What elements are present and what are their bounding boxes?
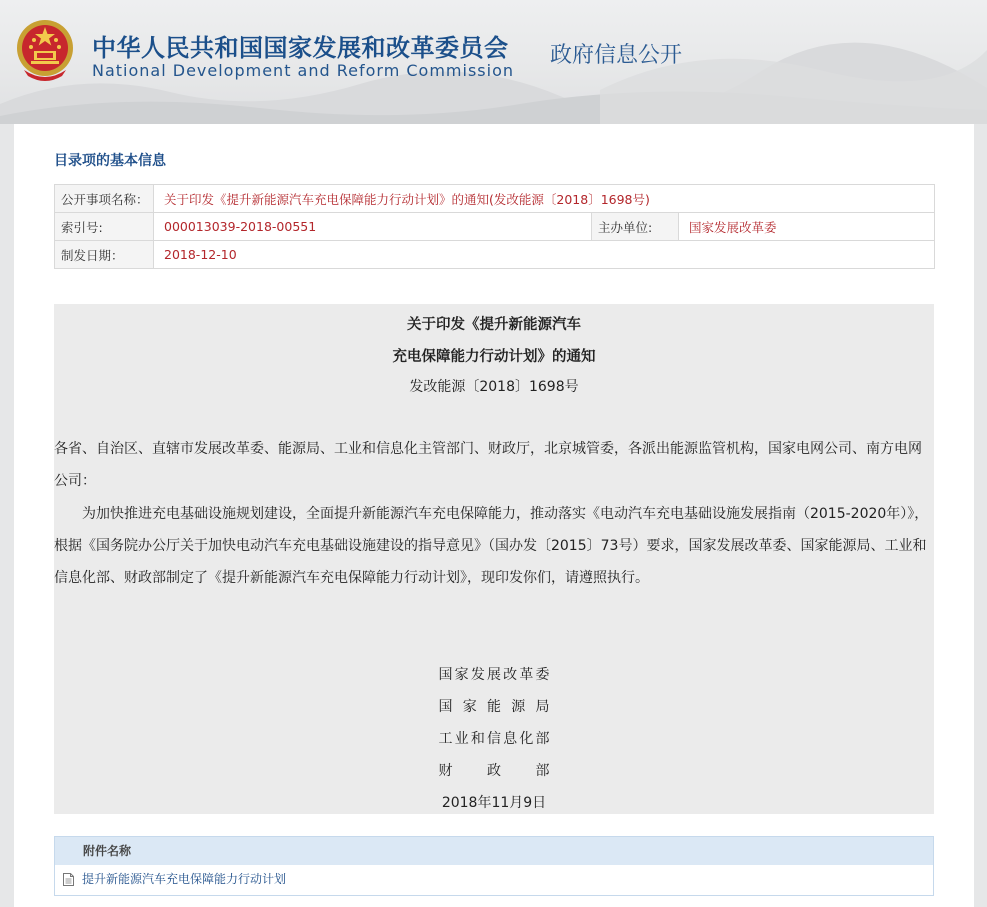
- attachments-header: 附件名称: [55, 837, 933, 865]
- document-date: 2018年11月9日: [441, 795, 547, 811]
- signatory: 工业和信息化部: [438, 731, 550, 747]
- table-row: [55, 213, 935, 241]
- signatory: 国家发展改革委: [438, 667, 550, 683]
- signatory: 财政部: [438, 763, 550, 779]
- field-label: 主办单位:: [592, 213, 679, 241]
- field-value: 2018-12-10: [154, 241, 935, 269]
- signatory: 国家能源局: [438, 699, 550, 715]
- document-number: 发改能源〔2018〕1698号: [409, 379, 579, 395]
- document-title-line2: 充电保障能力行动计划》的通知: [392, 349, 596, 365]
- field-value: 000013039-2018-00551: [154, 213, 592, 241]
- field-label: 制发日期：: [55, 241, 154, 269]
- table-row: [55, 185, 935, 213]
- field-value: 国家发展改革委: [679, 213, 935, 241]
- addressee-paragraph: 各省、自治区、直辖市发展改革委、能源局、工业和信息化主管部门、财政厅，北京城管委，各派出能源监管机构，国家电网公司、南方电网公司：: [54, 441, 922, 489]
- field-label: 公开事项名称：: [55, 185, 154, 213]
- attachment-link[interactable]: 提升新能源汽车充电保障能力行动计划: [82, 872, 287, 886]
- document-icon: [63, 873, 74, 886]
- content-panel: [14, 124, 974, 907]
- national-emblem-icon[interactable]: [14, 18, 76, 82]
- body-paragraph: 为加快推进充电基础设施规划建设，全面提升新能源汽车充电保障能力，推动落实《电动汽车充电基础设施发展指南（2015-2020年）》，根据《国务院办公厅关于加快电动汽车充电基础设施建设的指导意见》（国办发〔2015〕73号）要求，国家发展改革委、国家能源局、工业和信息化部、财政部制定了《提升新能源汽车充电保障能力行动计划》，现印发你们，请遵照执行。: [54, 506, 929, 586]
- site-header: [0, 0, 987, 124]
- field-value: 关于印发《提升新能源汽车充电保障能力行动计划》的通知(发改能源〔2018〕1698号): [154, 185, 935, 213]
- site-name-cn[interactable]: 中华人民共和国国家发展和改革委员会: [92, 34, 509, 62]
- section-title[interactable]: 政府信息公开: [550, 43, 683, 68]
- catalog-title: 目录项的基本信息: [54, 153, 166, 169]
- document-body: [54, 304, 934, 814]
- catalog-table: [54, 184, 935, 269]
- table-row: [55, 241, 935, 269]
- field-label: 索引号:: [55, 213, 154, 241]
- site-name-en[interactable]: National Development and Reform Commission: [92, 61, 514, 80]
- attachments-box: [54, 836, 934, 896]
- document-title-line1: 关于印发《提升新能源汽车: [407, 317, 581, 333]
- attachment-item[interactable]: [55, 865, 933, 894]
